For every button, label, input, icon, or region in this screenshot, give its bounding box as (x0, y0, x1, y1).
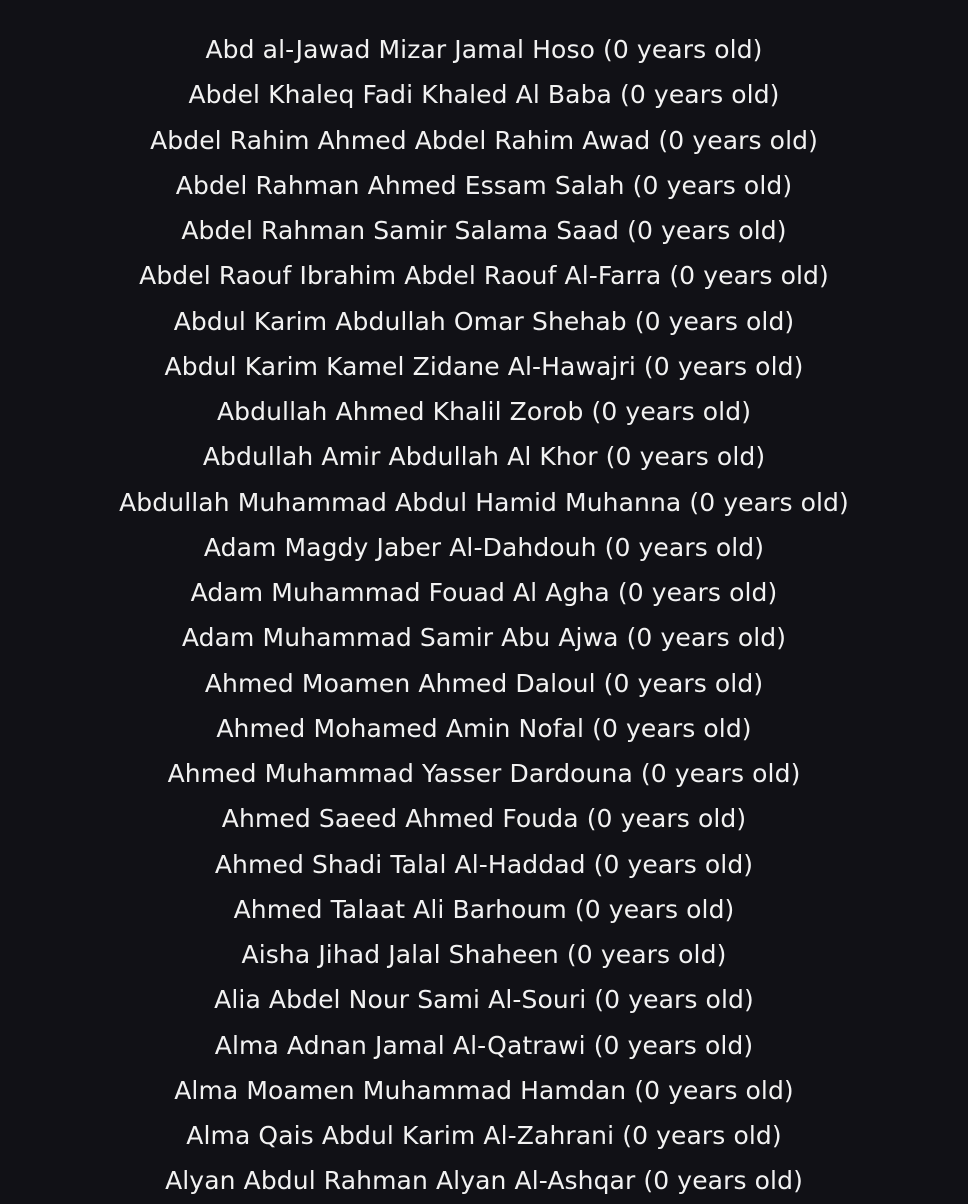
list-item: Abd al-Jawad Mizar Jamal Hoso (0 years old) (205, 35, 763, 64)
list-item: Abdel Rahman Ahmed Essam Salah (0 years old) (175, 170, 793, 200)
list-item: Ahmed Shadi Talal Al-Haddad (0 years old) (214, 849, 754, 879)
list-item: Abdel Rahman Samir Salama Saad (0 years old) (181, 216, 787, 245)
list-item: Alyan Abdul Rahman Alyan Al-Ashqar (0 years old) (165, 1166, 803, 1196)
list-item: Ahmed Muhammad Yasser Dardouna (0 years old) (167, 759, 801, 788)
list-item: Alia Abdel Nour Sami Al-Souri (0 years old) (214, 985, 754, 1015)
list-item: Adam Magdy Jaber Al-Dahdouh (0 years old) (203, 532, 765, 562)
list-item: Ahmed Mohamed Amin Nofal (0 years old) (216, 713, 752, 743)
list-item: Abdullah Ahmed Khalil Zorob (0 years old) (216, 397, 752, 426)
list-item: Aisha Jihad Jalal Shaheen (0 years old) (241, 940, 727, 969)
list-item: Abdul Karim Abdullah Omar Shehab (0 years old) (173, 306, 795, 336)
list-item: Alma Qais Abdul Karim Al-Zahrani (0 years old) (186, 1121, 782, 1150)
list-item: Abdul Karim Kamel Zidane Al-Hawajri (0 years old) (164, 351, 804, 381)
list-item: Abdel Rahim Ahmed Abdel Rahim Awad (0 years old) (150, 125, 818, 155)
list-item: Adam Muhammad Samir Abu Ajwa (0 years old) (181, 623, 787, 653)
list-item: Alma Moamen Muhammad Hamdan (0 years old) (174, 1075, 794, 1105)
list-item: Ahmed Talaat Ali Barhoum (0 years old) (233, 894, 735, 924)
list-item: Abdullah Amir Abdullah Al Khor (0 years old) (202, 442, 766, 472)
list-item: Ahmed Saeed Ahmed Fouda (0 years old) (221, 804, 747, 834)
list-item: Abdel Khaleq Fadi Khaled Al Baba (0 years old) (188, 80, 780, 110)
list-item: Ahmed Moamen Ahmed Daloul (0 years old) (204, 668, 764, 698)
names-list (0, 27, 968, 1204)
list-item: Alma Adnan Jamal Al-Qatrawi (0 years old) (214, 1030, 754, 1060)
list-item: Abdel Raouf Ibrahim Abdel Raouf Al-Farra (0 years old) (139, 261, 829, 291)
list-item: Abdullah Muhammad Abdul Hamid Muhanna (0 years old) (119, 487, 849, 517)
list-item: Adam Muhammad Fouad Al Agha (0 years old) (190, 578, 778, 607)
